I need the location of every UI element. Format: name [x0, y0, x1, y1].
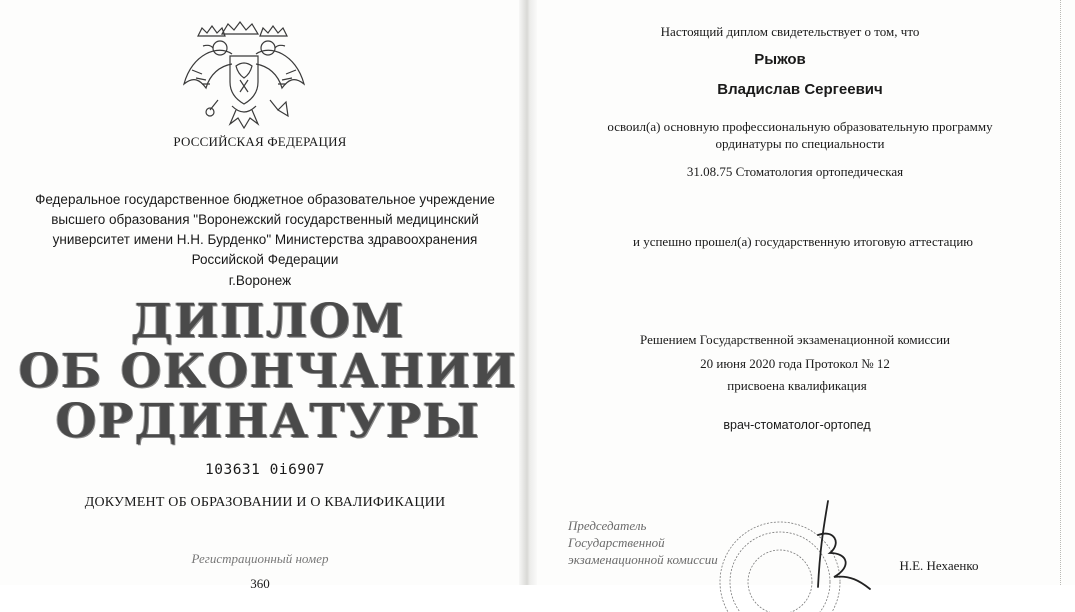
institution-line: Российской Федерации	[191, 252, 339, 267]
certificate-intro: Настоящий диплом свидетельствует о том, что	[660, 24, 920, 39]
country-name: РОССИЙСКАЯ ФЕДЕРАЦИЯ	[173, 134, 347, 149]
attestation-statement: и успешно прошел(а) государственную итоговую аттестацию	[632, 234, 973, 249]
specialty: 31.08.75 Стоматология ортопедическая	[686, 164, 904, 179]
diploma-headline-line: ОБ ОКОНЧАНИИ	[18, 344, 518, 399]
institution-line: университет имени Н.Н. Бурденко" Министерства здравоохранения	[52, 232, 478, 247]
qualification: врач-стоматолог-ортопед	[723, 418, 871, 432]
city: г.Воронеж	[228, 273, 292, 288]
scan-edge	[1060, 0, 1061, 585]
date-protocol: 20 июня 2020 года Протокол № 12	[700, 356, 890, 371]
program-line: освоил(а) основную профессиональную образовательную программу	[607, 119, 993, 134]
coat-of-arms-emblem	[178, 14, 310, 136]
chair-label-line: Государственной	[568, 535, 665, 550]
document-type: ДОКУМЕНТ ОБ ОБРАЗОВАНИИ И О КВАЛИФИКАЦИИ	[84, 495, 446, 510]
chair-signature	[800, 495, 880, 590]
institution-line: Федеральное государственное бюджетное образовательное учреждение	[35, 192, 495, 207]
graduate-surname: Рыжов	[754, 51, 806, 68]
diploma-headline-line: ДИПЛОМ	[130, 294, 406, 349]
serial-number: 103631 0i6907	[205, 462, 325, 478]
registration-label: Регистрационный номер	[191, 551, 329, 566]
graduate-given-names: Владислав Сергеевич	[717, 81, 883, 98]
program-line: ординатуры по специальности	[715, 136, 885, 151]
diploma-headline-line: ОРДИНАТУРЫ	[55, 394, 481, 449]
page-fold	[519, 0, 537, 585]
commission-decision: Решением Государственной экзаменационной комиссии	[640, 332, 950, 347]
chair-name: Н.Е. Нехаенко	[899, 558, 979, 573]
chair-label-line: Председатель	[568, 518, 647, 533]
qualification-assigned-label: присвоена квалификация	[727, 378, 867, 393]
institution-line: высшего образования "Воронежский государственный медицинский	[51, 212, 479, 227]
chair-label-line: экзаменационной комиссии	[568, 552, 718, 567]
registration-number: 360	[250, 576, 270, 591]
